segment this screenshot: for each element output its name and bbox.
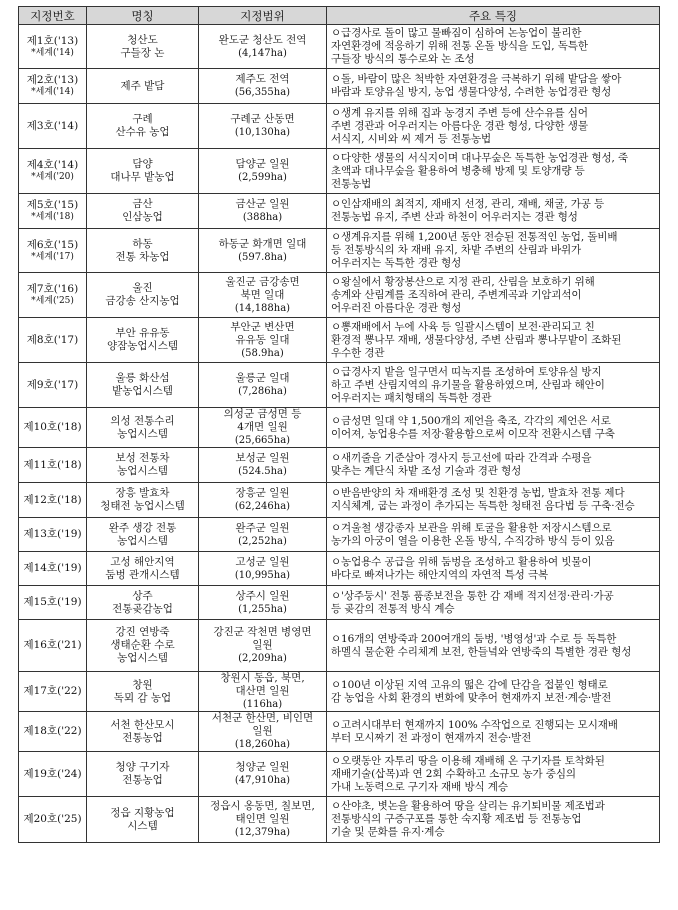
heritage-name: 청양 구기자 전통농업: [115, 761, 170, 786]
area-value: (2,209ha): [238, 653, 287, 664]
designation-number-cell: [19, 752, 87, 797]
area-value: (524.5ha): [238, 466, 287, 477]
main-features-cell: [327, 273, 660, 318]
main-features-cell: [327, 149, 660, 194]
main-features-cell: [327, 483, 660, 518]
main-features-cell: [327, 318, 660, 363]
designation-range-cell: [199, 229, 327, 273]
heritage-name: 정읍 지황농업 시스템: [110, 806, 175, 832]
designation-number: 제14호('19): [23, 562, 82, 574]
designation-range-cell: [199, 712, 327, 752]
area-value: (56,355ha): [234, 87, 291, 98]
designation-number-cell: [19, 712, 87, 752]
designation-number-cell: [19, 273, 87, 318]
heritage-name: 하동 전통 차농업: [115, 237, 170, 263]
area-value: (10,995ha): [234, 569, 291, 581]
heritage-name-cell: [87, 318, 199, 363]
header-designation-range: 지정범위: [199, 7, 327, 25]
designation-number-cell: [19, 408, 87, 448]
designation-range-cell: [199, 797, 327, 843]
heritage-name: 금산 인삼농업: [122, 198, 163, 223]
feature-description: ㅇ왕실에서 황장봉산으로 지정 관리, 산림을 보호하기 위해 송계와 산림계를 조직하여 관리, 주변계곡과 기암괴석이 어우러진 아름다운 경관 형성: [331, 275, 595, 314]
heritage-name: 강진 연방죽 생태순환 수로 농업시스템: [110, 626, 175, 664]
designation-range: 완도군 청산도 전역: [218, 33, 307, 46]
designation-number-cell: [19, 318, 87, 363]
designation-range: 청양군 일원: [235, 761, 290, 773]
designation-range: 의성군 금성면 등 4개면 일원: [223, 408, 302, 433]
designation-number: 제12호('18): [23, 493, 82, 506]
designation-range: 제주도 전역: [235, 73, 290, 85]
designation-range-cell: [199, 69, 327, 104]
designation-range-cell: [199, 518, 327, 552]
designation-range-cell: [199, 752, 327, 797]
main-features-cell: [327, 194, 660, 229]
designation-number-cell: [19, 448, 87, 483]
designation-number: 제2호('13): [26, 74, 79, 86]
header-main-features: 주요 특징: [327, 7, 660, 25]
feature-description: ㅇ뽕재배에서 누에 사육 등 일괄시스템이 보전·관리되고 친 환경적 뽕나무 재배, 생물다양성, 주변 산림과 뽕나무밭이 조화된 우수한 경관: [331, 320, 622, 359]
heritage-name-cell: [87, 448, 199, 483]
heritage-name-cell: [87, 25, 199, 69]
main-features-cell: [327, 104, 660, 149]
main-features-cell: [327, 408, 660, 448]
designation-number-cell: [19, 149, 87, 194]
area-value: (47,910ha): [234, 775, 291, 786]
designation-range: 담양군 일원: [235, 158, 290, 170]
heritage-name: 보성 전통차 농업시스템: [115, 452, 170, 477]
designation-number-cell: [19, 620, 87, 672]
heritage-name-cell: [87, 620, 199, 672]
heritage-name: 구례 산수유 농업: [115, 113, 170, 138]
feature-description: ㅇ겨울철 생강종자 보관을 위해 토굴을 활용한 저장시스템으로 농가의 아궁이 열을 이용한 온돌 방식, 수직강하 방식 등이 있음: [331, 521, 615, 547]
area-value: (4,147ha): [238, 47, 287, 59]
heritage-name: 장흥 발효차 청태전 농업시스템: [100, 487, 185, 512]
feature-description: ㅇ생계 유지를 위해 집과 농경지 주변 등에 산수유를 심어 주변 경관과 어우러지는 아름다운 경관 형성, 다양한 생물 서식지, 시비와 씨 제거 등 전통농법: [331, 106, 588, 145]
feature-description: ㅇ생계유지를 위해 1,200년 동안 전승된 전통적인 농업, 돌비배 등 전통방식의 차 재배 유지, 차밭 주변의 산림과 바위가 어우러지는 독특한 경관 형성: [331, 231, 618, 269]
designation-number-cell: [19, 483, 87, 518]
feature-description: ㅇ돌, 바람이 많은 척박한 자연환경을 극복하기 위해 밭담을 쌓아 바람과 토양유실 방지, 농업 생물다양성, 수려한 농업경관 형성: [331, 73, 622, 98]
world-designation-note: *세계('18): [31, 212, 74, 222]
world-designation-note: *세계('14): [31, 47, 74, 58]
feature-description: ㅇ새끼줄을 기준삼아 경사지 등고선에 따라 간격과 수평을 맞추는 계단식 차밭 조성 기술과 경관 형성: [331, 452, 592, 477]
heritage-name-cell: [87, 797, 199, 843]
area-value: (62,246ha): [234, 501, 291, 512]
heritage-name-cell: [87, 194, 199, 229]
heritage-name-cell: [87, 586, 199, 620]
designation-number-cell: [19, 552, 87, 586]
designation-number-cell: [19, 672, 87, 712]
area-value: (597.8ha): [238, 251, 287, 263]
designation-range-cell: [199, 363, 327, 408]
designation-range-cell: [199, 672, 327, 712]
heritage-name: 서천 한산모시 전통농업: [110, 718, 175, 744]
table-row: [19, 797, 660, 843]
area-value: (116ha): [242, 699, 283, 710]
designation-number-cell: [19, 25, 87, 69]
table-row: [19, 408, 660, 448]
designation-range-cell: [199, 273, 327, 318]
heritage-name-cell: [87, 149, 199, 194]
table-row: [19, 518, 660, 552]
main-features-cell: [327, 712, 660, 752]
designation-number: 제20호('25): [23, 813, 82, 825]
world-designation-note: *세계('20): [31, 172, 74, 182]
designation-range: 보성군 일원: [235, 452, 290, 464]
table-row: [19, 363, 660, 408]
area-value: (2,599ha): [238, 172, 287, 183]
designation-range: 상주시 일원: [235, 589, 290, 602]
heritage-name-cell: [87, 69, 199, 104]
table-row: [19, 273, 660, 318]
main-features-cell: [327, 797, 660, 843]
designation-range-cell: [199, 318, 327, 363]
heritage-name-cell: [87, 229, 199, 273]
heritage-name-cell: [87, 712, 199, 752]
designation-number: 제19호('24): [23, 767, 82, 780]
designation-number: 제3호('14): [26, 119, 79, 132]
main-features-cell: [327, 672, 660, 712]
designation-number-cell: [19, 229, 87, 273]
table-row: [19, 149, 660, 194]
table-row: [19, 448, 660, 483]
world-designation-note: *세계('14): [31, 87, 74, 97]
heritage-name: 상주 전통곶감농업: [112, 589, 173, 615]
designation-number: 제4호('14): [26, 159, 79, 171]
table-row: [19, 552, 660, 586]
area-value: (7,286ha): [238, 386, 287, 397]
designation-number: 제5호('15): [26, 199, 79, 211]
designation-range-cell: [199, 586, 327, 620]
world-designation-note: *세계('17): [31, 251, 74, 262]
heritage-name: 부안 유유동 양잠농업시스템: [106, 327, 178, 352]
main-features-cell: [327, 752, 660, 797]
designation-range: 울진군 금강송면 북면 일대: [225, 275, 300, 301]
table-row: [19, 104, 660, 149]
heritage-name: 담양 대나무 밭농업: [110, 158, 175, 183]
heritage-name-cell: [87, 363, 199, 408]
heritage-name: 울진 금강송 산지농업: [105, 282, 180, 307]
feature-description: ㅇ반음반양의 차 재배환경 조성 및 친환경 농법, 발효차 전통 제다 지식체계, 굽는 과정이 추가되는 독특한 청태전 음다법 등 구축·전승: [331, 487, 635, 512]
designation-range-cell: [199, 25, 327, 69]
main-features-cell: [327, 552, 660, 586]
table-row: [19, 586, 660, 620]
area-value: (14,188ha): [234, 302, 291, 314]
designation-number-cell: [19, 363, 87, 408]
feature-description: ㅇ농업용수 공급을 위해 둠벙을 조성하고 활용하여 빗물이 바다로 빠져나가는 해안지역의 자연적 특성 극복: [331, 555, 592, 581]
area-value: (1,255ha): [238, 603, 287, 615]
area-value: (12,379ha): [234, 827, 291, 838]
designation-number-cell: [19, 194, 87, 229]
designation-range-cell: [199, 194, 327, 229]
feature-description: ㅇ다양한 생물의 서식지이며 대나무숲은 독특한 농업경관 형성, 죽 초액과 대나무숲을 활용하여 병충해 방제 및 토양개량 등 전통농법: [331, 151, 629, 190]
agricultural-heritage-table: [18, 6, 660, 843]
feature-description: ㅇ금성면 일대 약 1,500개의 제언을 축조, 각각의 제언은 서로 이어져, 농업용수를 저장·활용함으로써 이모작 전환시스템 구축: [331, 414, 615, 440]
table-row: [19, 318, 660, 363]
feature-description: ㅇ급경사로 돌이 많고 물빠짐이 심하여 논농업이 불리한 자연환경에 적응하기 위해 전통 온돌 방식을 도입, 독특한 구들장 방식의 통수로와 논 조성: [331, 27, 588, 65]
heritage-name: 제주 밭담: [120, 79, 165, 92]
feature-description: ㅇ고려시대부터 현재까지 100% 수작업으로 진행되는 모시재배 부터 모시짜기 전 과정이 현재까지 전승·발전: [331, 718, 618, 744]
heritage-name-cell: [87, 104, 199, 149]
main-features-cell: [327, 620, 660, 672]
heritage-name: 의성 전통수리 농업시스템: [110, 414, 175, 440]
area-value: (25,665ha): [234, 435, 291, 446]
designation-number-cell: [19, 69, 87, 104]
designation-number: 제13호('19): [23, 528, 82, 540]
header-designation-number: 지정번호: [19, 7, 87, 25]
designation-number: 제15호('19): [23, 596, 82, 608]
main-features-cell: [327, 69, 660, 104]
table-row: [19, 712, 660, 752]
feature-description: ㅇ'상주둥시' 전통 품종보전을 통한 감 재배 적지선정·관리·가공 등 곶감의 전통적 방식 계승: [331, 589, 614, 615]
designation-range-cell: [199, 408, 327, 448]
designation-range-cell: [199, 620, 327, 672]
feature-description: ㅇ급경사지 밭을 일구면서 띠녹지를 조성하여 토양유실 방지 하고 주변 산림지역의 유기물을 활용하였으며, 산림과 해안이 어우러지는 패치형태의 독특한 경관: [331, 365, 605, 404]
designation-number: 제7호('16): [26, 283, 79, 295]
feature-description: ㅇ100년 이상된 지역 고유의 떫은 감에 단감을 접붙인 형태로 감 농업을 사회 환경의 변화에 맞추어 현재까지 보전·계승·발전: [331, 678, 612, 704]
designation-range: 창원시 동읍, 북면, 대산면 일원: [220, 672, 305, 697]
heritage-name-cell: [87, 552, 199, 586]
feature-description: ㅇ16개의 연방죽과 200여개의 둠벙, '병영성'과 수로 등 독특한 하멜식 물순환 수리체계 보전, 한들녘와 연방죽의 특별한 경관 형성: [331, 632, 632, 658]
heritage-name-cell: [87, 672, 199, 712]
header-name: 명칭: [87, 7, 199, 25]
designation-number: 제17호('22): [23, 685, 82, 697]
feature-description: ㅇ산야초, 볏논을 활용하여 땅을 살리는 유기퇴비물 제조법과 전통방식의 구증구포를 통한 숙지황 제조법 등 전통농업 기술 및 문화를 유지·계승: [331, 800, 605, 838]
table-row: [19, 229, 660, 273]
main-features-cell: [327, 448, 660, 483]
designation-number: 제6호('15): [26, 238, 79, 251]
table-row: [19, 25, 660, 69]
heritage-name-cell: [87, 408, 199, 448]
table-row: [19, 620, 660, 672]
table-header-row: [19, 7, 660, 25]
designation-number: 제16호('21): [23, 639, 82, 651]
world-designation-note: *세계('25): [31, 296, 74, 306]
heritage-name-cell: [87, 518, 199, 552]
area-value: (18,260ha): [234, 739, 291, 750]
table-row: [19, 483, 660, 518]
main-features-cell: [327, 229, 660, 273]
table-row: [19, 69, 660, 104]
table-row: [19, 752, 660, 797]
main-features-cell: [327, 518, 660, 552]
table-row: [19, 194, 660, 229]
area-value: (388ha): [242, 212, 283, 223]
heritage-name-cell: [87, 273, 199, 318]
area-value: (2,252ha): [238, 535, 287, 547]
main-features-cell: [327, 25, 660, 69]
designation-range-cell: [199, 104, 327, 149]
designation-number-cell: [19, 797, 87, 843]
table-body: [19, 25, 660, 843]
area-value: (58.9ha): [241, 347, 284, 359]
heritage-table-container: [18, 6, 659, 843]
designation-range-cell: [199, 552, 327, 586]
table-row: [19, 672, 660, 712]
designation-number: 제1호('13): [26, 34, 79, 47]
feature-description: ㅇ오랫동안 자투리 땅을 이용해 재배해 온 구기자를 토착화된 재배기술(삽목)과 연 2회 수확하고 소규모 농가 중심의 가내 노동력으로 구기자 재배 방식 계승: [331, 754, 605, 793]
designation-range: 서천군 한산면, 비인면 일원: [211, 712, 314, 737]
designation-number: 제10호('18): [23, 421, 82, 433]
designation-range: 하동군 화개면 일대: [218, 237, 307, 250]
designation-range: 부안군 변산면 유유동 일대: [230, 320, 295, 346]
designation-number: 제9호('17): [26, 378, 79, 391]
main-features-cell: [327, 363, 660, 408]
heritage-name: 울릉 화산섬 밭농업시스템: [112, 372, 173, 397]
designation-number-cell: [19, 518, 87, 552]
designation-range: 정읍시 옹동면, 칠보면, 태인면 일원: [210, 800, 315, 825]
designation-number-cell: [19, 586, 87, 620]
designation-number: 제18호('22): [23, 725, 82, 737]
designation-range-cell: [199, 483, 327, 518]
heritage-name-cell: [87, 752, 199, 797]
designation-range-cell: [199, 149, 327, 194]
designation-range: 강진군 작천면 병영면 일원: [213, 626, 312, 651]
designation-range: 금산군 일원: [235, 198, 290, 210]
designation-range-cell: [199, 448, 327, 483]
designation-range: 고성군 일원: [235, 555, 290, 568]
area-value: (10,130ha): [234, 127, 291, 138]
designation-range: 완주군 일원: [235, 521, 290, 534]
designation-range: 구례군 산동면: [230, 113, 295, 125]
heritage-name: 고성 해안지역 둠벙 관개시스템: [105, 555, 180, 581]
heritage-name-cell: [87, 483, 199, 518]
heritage-name: 창원 독뫼 감 농업: [113, 678, 172, 704]
heritage-name: 완주 생강 전통 농업시스템: [108, 521, 177, 547]
main-features-cell: [327, 586, 660, 620]
designation-number: 제11호('18): [23, 458, 82, 471]
designation-number: 제8호('17): [26, 333, 79, 346]
heritage-name: 청산도 구들장 논: [120, 33, 165, 59]
designation-range: 울릉군 일대: [235, 372, 290, 384]
feature-description: ㅇ인삼재배의 최적지, 재배지 선정, 관리, 재배, 채굴, 가공 등 전통농법 유지, 주변 산과 하천이 어우러지는 경관 형성: [331, 198, 605, 223]
designation-range: 장흥군 일원: [235, 487, 290, 499]
designation-number-cell: [19, 104, 87, 149]
